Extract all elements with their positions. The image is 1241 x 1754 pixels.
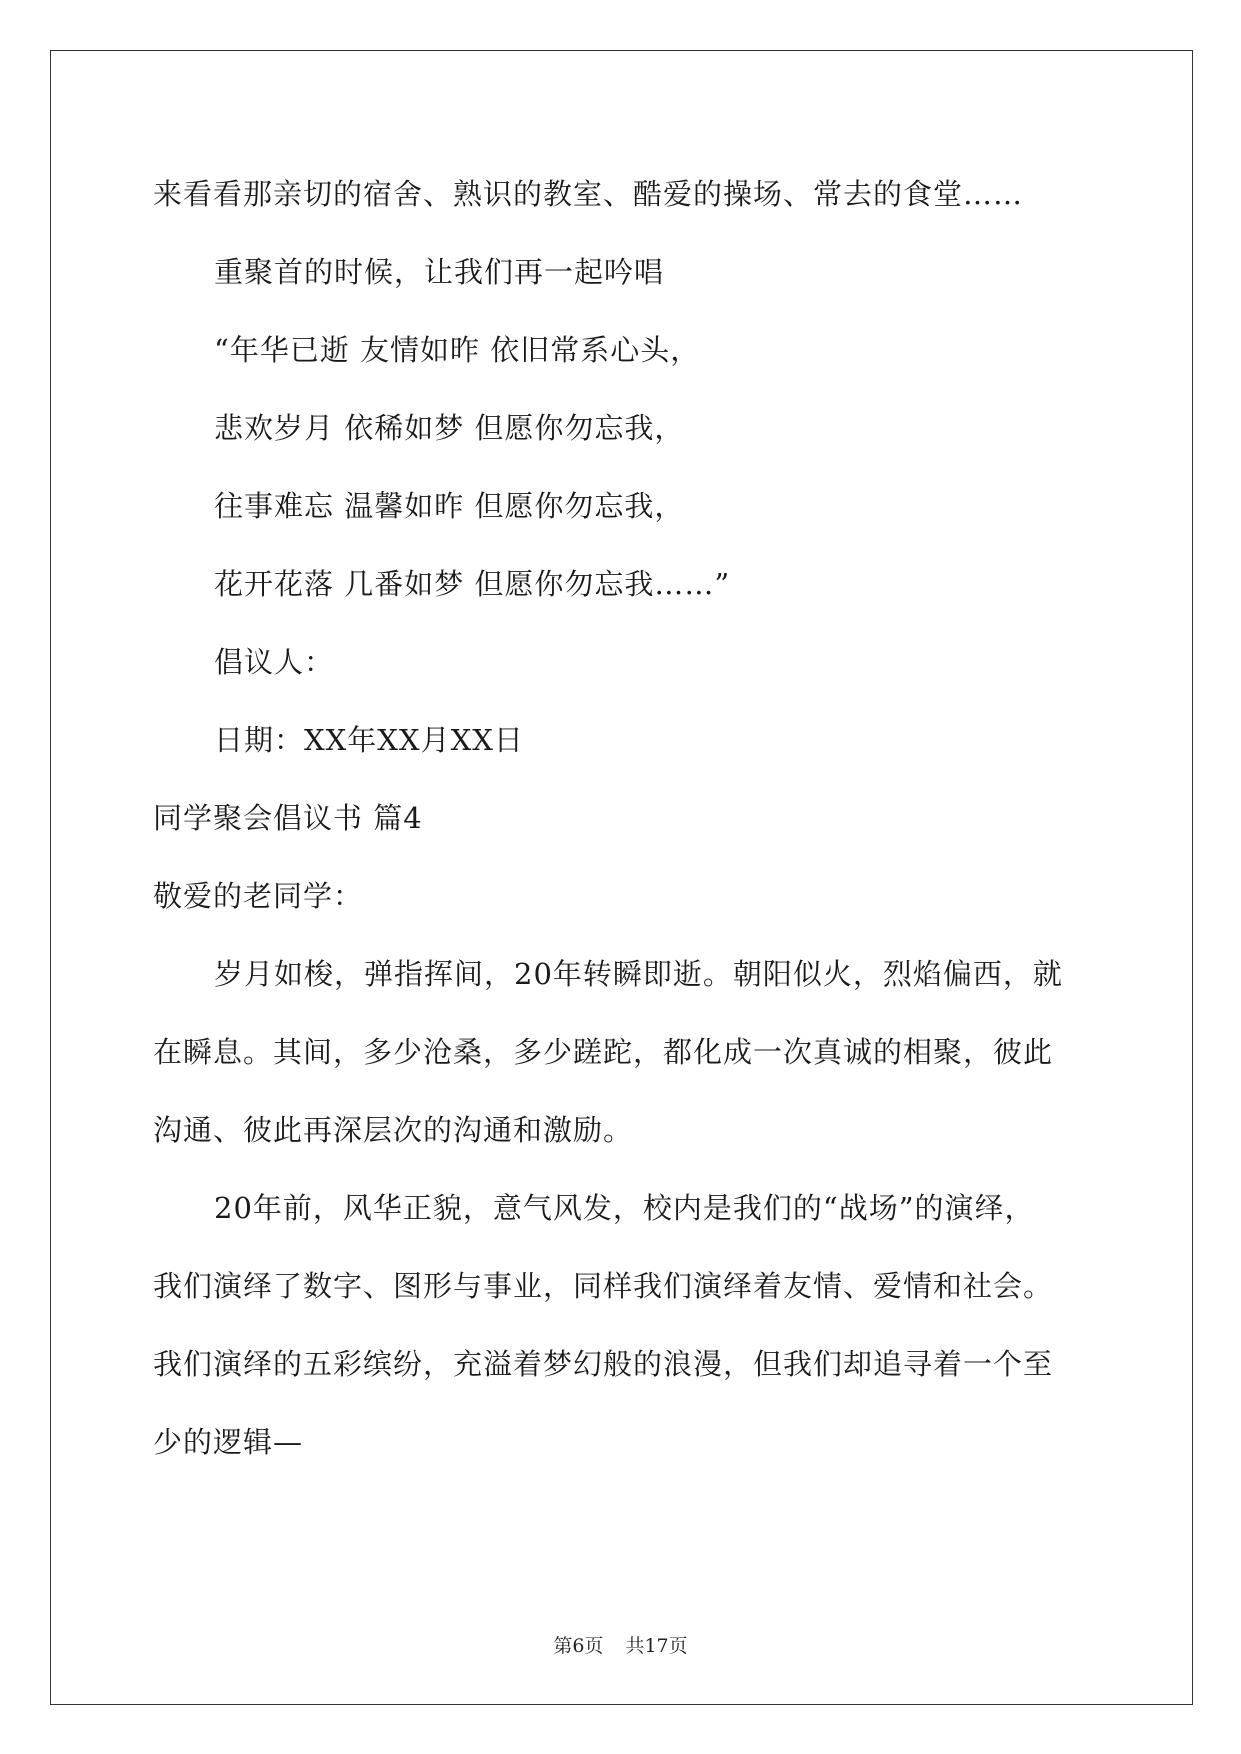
lyric-line: “年华已逝 友情如昨 依旧常系心头，: [214, 333, 701, 367]
page-number-total: 共17页: [625, 1635, 688, 1657]
body-text-line: 我们演绎了数字、图形与事业，同样我们演绎着友情、爱情和社会。: [153, 1269, 1054, 1303]
lyric-line: 往事难忘 温馨如昨 但愿你勿忘我，: [214, 489, 685, 523]
proposer-label: 倡议人：: [214, 645, 335, 679]
lyric-line: 悲欢岁月 依稀如梦 但愿你勿忘我，: [214, 411, 685, 445]
body-text-line: 重聚首的时候，让我们再一起吟唱: [214, 255, 665, 289]
page-number-current: 第6页: [553, 1635, 604, 1657]
lyric-line: 花开花落 几番如梦 但愿你勿忘我……”: [214, 567, 731, 601]
body-text-line: 我们演绎的五彩缤纷，充溢着梦幻般的浪漫，但我们却追寻着一个至: [153, 1347, 1054, 1381]
date-line: 日期：XX年XX月XX日: [214, 723, 524, 757]
body-text-line: 来看看那亲切的宿舍、熟识的教室、酷爱的操场、常去的食堂……: [153, 177, 1024, 211]
body-text-line: 20年前，风华正貌，意气风发，校内是我们的“战场”的演绎，: [214, 1191, 1035, 1225]
salutation: 敬爱的老同学：: [153, 879, 364, 913]
body-text-line: 沟通、彼此再深层次的沟通和激励。: [153, 1113, 634, 1147]
page-footer: [0, 1634, 1241, 1658]
body-text-line: 少的逻辑—: [153, 1425, 304, 1459]
section-heading: 同学聚会倡议书 篇4: [153, 801, 423, 835]
body-text-line: 岁月如梭，弹指挥间，20年转瞬即逝。朝阳似火，烈焰偏西，就: [214, 957, 1063, 991]
body-text-line: 在瞬息。其间，多少沧桑，多少蹉跎，都化成一次真诚的相聚，彼此: [153, 1035, 1054, 1069]
